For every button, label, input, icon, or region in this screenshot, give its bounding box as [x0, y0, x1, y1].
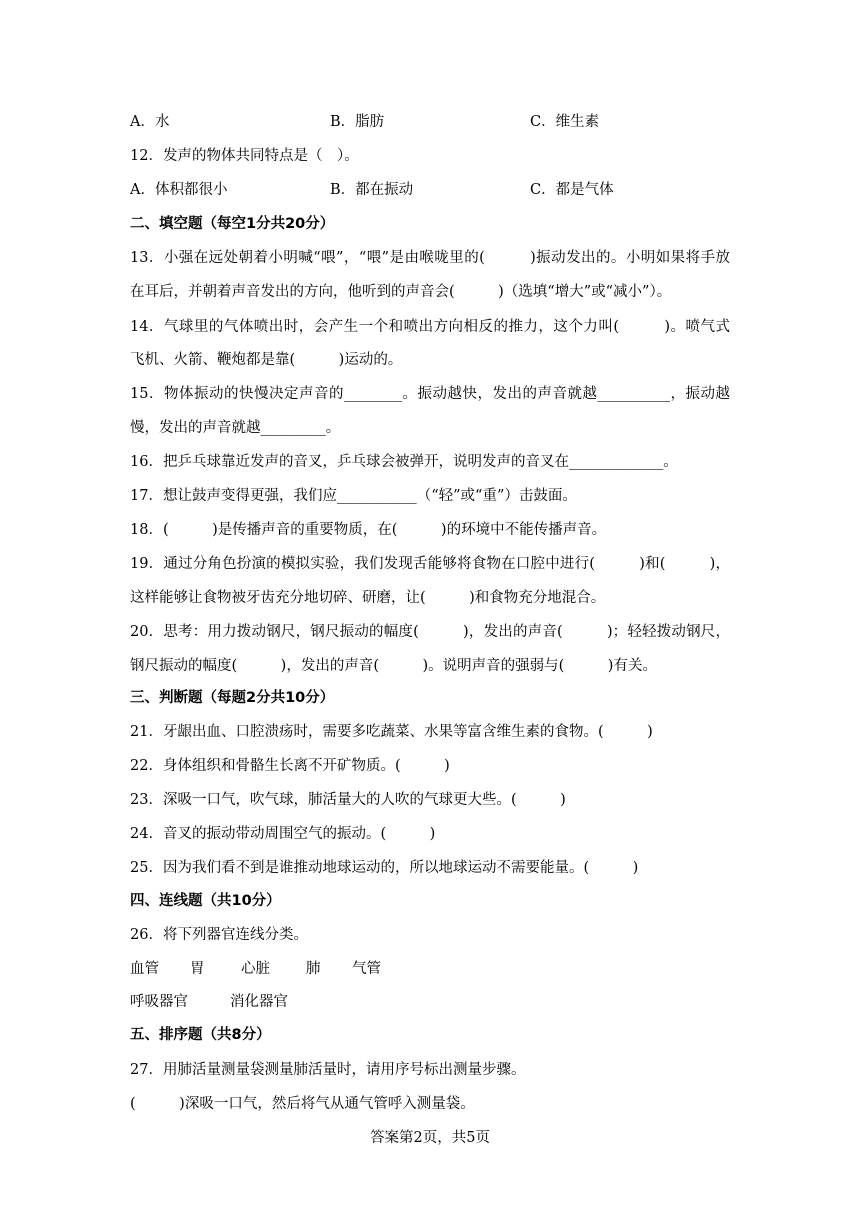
q16: 16．把乒乓球靠近发声的音叉，乒乓球会被弹开，说明发声的音叉在_____________。	[130, 454, 678, 470]
q26-organ-stomach: 胃	[190, 961, 205, 977]
q13-line-2: 在耳后，并朝着声音发出的方向，他听到的声音会( )（选填“增大”或“减小”）。	[130, 284, 672, 300]
q26-stem: 26．将下列器官连线分类。	[130, 927, 308, 943]
q12-option-b: B．都在振动	[330, 182, 414, 198]
q25: 25．因为我们看不到是谁推动地球运动的，所以地球运动不需要能量。( )	[130, 860, 639, 876]
q26-organ-trachea: 气管	[352, 961, 381, 977]
q26-organ-blood-vessel: 血管	[130, 961, 159, 977]
section-heading-fill-blank: 二、填空题（每空1分共20分）	[130, 216, 335, 232]
q13-line-1: 13．小强在远处朝着小明喊“喂”，“喂”是由喉咙里的( )振动发出的。小明如果将手放	[130, 250, 730, 266]
q27-step: ( )深吸一口气，然后将气从通气管呼入测量袋。	[130, 1096, 475, 1112]
q17: 17．想让鼓声变得更强，我们应___________（“轻”或“重”）击鼓面。	[130, 488, 577, 504]
q11-option-c: C．维生素	[530, 114, 600, 130]
section-heading-ordering: 五、排序题（共8分）	[130, 1027, 271, 1043]
q15-line-2: 慢，发出的声音就越_________。	[130, 420, 341, 436]
q27-stem: 27．用肺活量测量袋测量肺活量时，请用序号标出测量步骤。	[130, 1062, 526, 1078]
q24: 24．音叉的振动带动周围空气的振动。( )	[130, 826, 436, 842]
q26-organ-heart: 心脏	[241, 961, 270, 977]
section-heading-judgement: 三、判断题（每题2分共10分）	[130, 690, 335, 706]
q12-option-a: A．体积都很小	[130, 182, 228, 198]
q12-option-c: C．都是气体	[530, 182, 614, 198]
q18: 18．( )是传播声音的重要物质，在( )的环境中不能传播声音。	[130, 522, 607, 538]
page-footer: 答案第2页，共5页	[370, 1130, 490, 1146]
q19-line-2: 这样能够让食物被牙齿充分地切碎、研磨，让( )和食物充分地混合。	[130, 590, 606, 606]
q11-option-a: A．水	[130, 114, 170, 130]
q26-category-digestive: 消化器官	[230, 994, 288, 1010]
q23: 23．深吸一口气，吹气球，肺活量大的人吹的气球更大些。( )	[130, 792, 566, 808]
q14-line-2: 飞机、火箭、鞭炮都是靠( )运动的。	[130, 352, 403, 368]
q11-option-b: B．脂肪	[330, 114, 385, 130]
q19-line-1: 19．通过分角色扮演的模拟实验，我们发现舌能够将食物在口腔中进行( )和( )，	[130, 556, 730, 572]
q12-stem: 12．发声的物体共同特点是（ ）。	[130, 148, 359, 164]
q21: 21．牙龈出血、口腔溃疡时，需要多吃蔬菜、水果等富含维生素的食物。( )	[130, 724, 653, 740]
q14-line-1: 14．气球里的气体喷出时，会产生一个和喷出方向相反的推力，这个力叫( )。喷气式	[130, 319, 730, 335]
section-heading-matching: 四、连线题（共10分）	[130, 893, 281, 909]
q15-line-1: 15．物体振动的快慢决定声音的________。振动越快，发出的声音就越__________，振动越	[130, 386, 730, 402]
q20-line-1: 20．思考：用力拨动钢尺，钢尺振动的幅度( )，发出的声音( )；轻轻拨动钢尺，	[130, 624, 730, 640]
q26-organ-lung: 肺	[306, 961, 321, 977]
q22: 22．身体组织和骨骼生长离不开矿物质。( )	[130, 758, 450, 774]
q20-line-2: 钢尺振动的幅度( )，发出的声音( )。说明声音的强弱与( )有关。	[130, 658, 657, 674]
q26-category-respiratory: 呼吸器官	[130, 994, 188, 1010]
